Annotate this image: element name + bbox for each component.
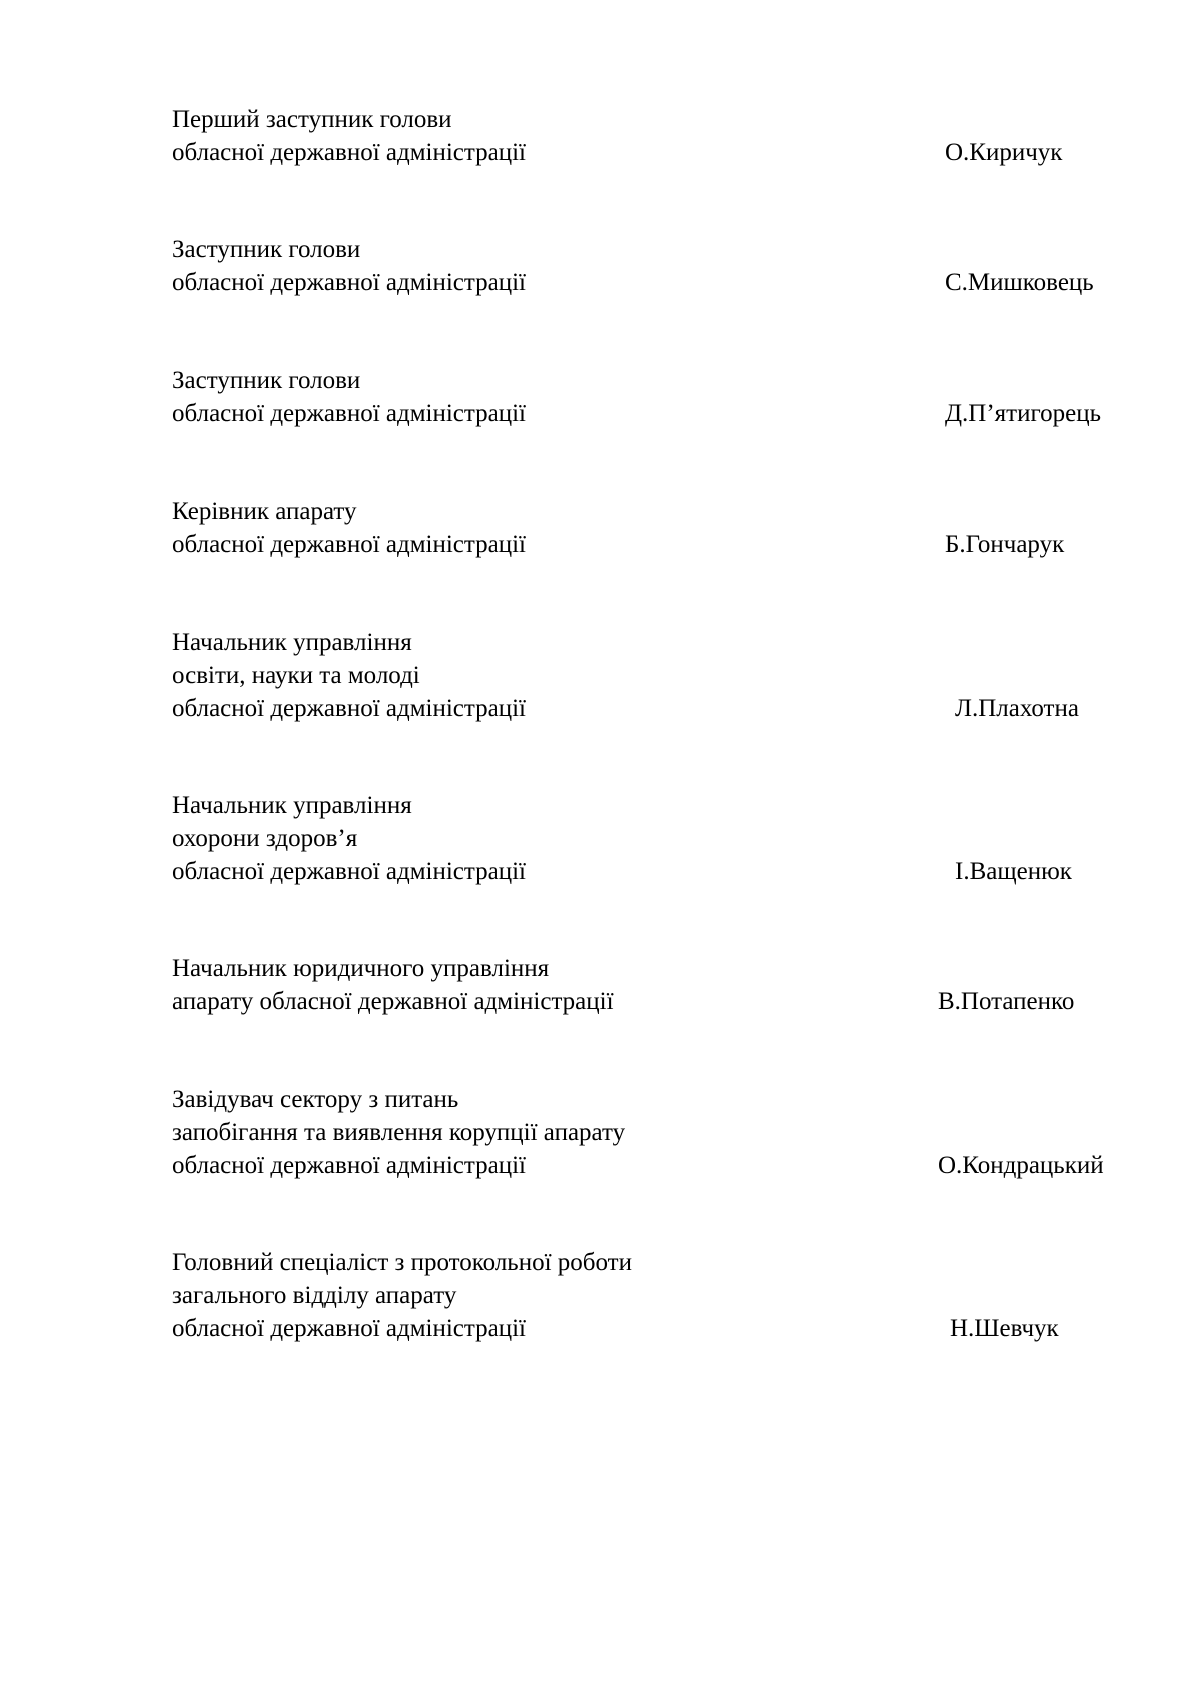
signatory-name: О.Киричук bbox=[945, 139, 1063, 166]
position-line: Головний спеціаліст з протокольної роботи bbox=[172, 1249, 632, 1276]
position-line: обласної державної адміністрації bbox=[172, 269, 527, 296]
position-title bbox=[172, 789, 812, 888]
position-line: обласної державної адміністрації bbox=[172, 1315, 527, 1342]
position-line: Начальник юридичного управління bbox=[172, 955, 550, 982]
position-line: апарату обласної державної адміністрації bbox=[172, 988, 614, 1015]
signatory-name: С.Мишковець bbox=[945, 269, 1094, 296]
signatory-name: О.Кондрацький bbox=[938, 1152, 1104, 1179]
position-line: Перший заступник голови bbox=[172, 106, 452, 133]
position-line: Завідувач сектору з питань bbox=[172, 1086, 459, 1113]
position-line: Начальник управління bbox=[172, 629, 412, 656]
position-line: охорони здоров’я bbox=[172, 825, 358, 852]
signatory-name: В.Потапенко bbox=[938, 988, 1075, 1015]
position-line: загального відділу апарату bbox=[172, 1282, 457, 1309]
signatory-name: Б.Гончарук bbox=[945, 531, 1065, 558]
signatory-name: Н.Шевчук bbox=[950, 1315, 1059, 1342]
position-line: освіти, науки та молоді bbox=[172, 662, 420, 689]
position-title bbox=[172, 495, 812, 561]
position-title bbox=[172, 233, 812, 299]
position-line: Керівник апарату bbox=[172, 498, 357, 525]
position-line: обласної державної адміністрації bbox=[172, 695, 527, 722]
position-line: Заступник голови bbox=[172, 367, 361, 394]
position-title bbox=[172, 952, 812, 1018]
signatory-name: Д.П’ятигорець bbox=[945, 400, 1101, 427]
position-line: запобігання та виявлення корупції апарату bbox=[172, 1119, 626, 1146]
signatory-name: Л.Плахотна bbox=[955, 695, 1079, 722]
signatory-name: І.Ващенюк bbox=[955, 858, 1072, 885]
position-line: Заступник голови bbox=[172, 236, 361, 263]
position-title bbox=[172, 1246, 812, 1345]
position-title bbox=[172, 103, 812, 169]
position-title bbox=[172, 364, 812, 430]
position-title bbox=[172, 1083, 812, 1182]
position-line: обласної державної адміністрації bbox=[172, 139, 527, 166]
position-line: обласної державної адміністрації bbox=[172, 400, 527, 427]
position-line: Начальник управління bbox=[172, 792, 412, 819]
position-title bbox=[172, 626, 812, 725]
position-line: обласної державної адміністрації bbox=[172, 531, 527, 558]
position-line: обласної державної адміністрації bbox=[172, 858, 527, 885]
position-line: обласної державної адміністрації bbox=[172, 1152, 527, 1179]
